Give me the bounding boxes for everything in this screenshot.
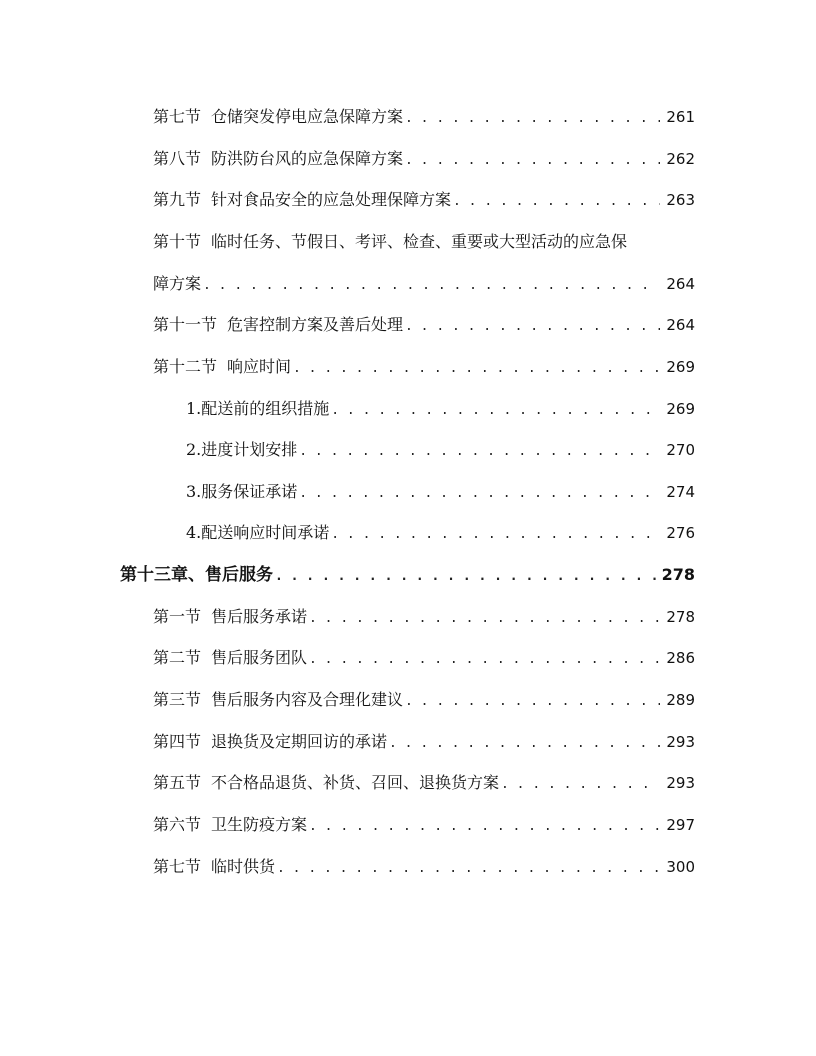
dot-leader — [203, 275, 660, 297]
toc-entry-ch13-section-4[interactable] — [153, 731, 695, 753]
dot-leader — [299, 483, 660, 505]
section-title: 售后服务承诺 — [211, 607, 308, 626]
subentry-title: 进度计划安排 — [201, 440, 298, 459]
page-number: 289 — [666, 691, 695, 709]
subentry-title: 服务保证承诺 — [201, 482, 298, 501]
dot-leader — [277, 858, 660, 880]
toc-subentry-2[interactable] — [186, 439, 695, 461]
section-title: 售后服务内容及合理化建议 — [211, 690, 404, 709]
section-number: 第九节 — [153, 190, 202, 209]
section-number: 第二节 — [153, 648, 202, 667]
section-title: 退换货及定期回访的承诺 — [211, 732, 388, 751]
dot-leader — [405, 691, 660, 713]
section-title: 危害控制方案及善后处理 — [227, 315, 404, 334]
page-number: 274 — [666, 483, 695, 501]
section-title: 售后服务团队 — [211, 648, 308, 667]
section-number: 第一节 — [153, 607, 202, 626]
page-number: 276 — [666, 524, 695, 542]
section-title: 卫生防疫方案 — [211, 815, 308, 834]
toc-subentry-4[interactable] — [186, 522, 695, 544]
dot-leader — [405, 316, 660, 338]
section-number: 第五节 — [153, 773, 202, 792]
section-title: 仓储突发停电应急保障方案 — [211, 107, 404, 126]
page-number: 297 — [666, 816, 695, 834]
section-number: 第三节 — [153, 690, 202, 709]
section-title: 临时任务、节假日、考评、检查、重要或大型活动的应急保 — [211, 232, 628, 251]
subentry-title: 配送前的组织措施 — [201, 399, 330, 418]
subentry-number: 1. — [186, 399, 202, 418]
page-number: 262 — [666, 150, 695, 168]
dot-leader — [501, 774, 660, 796]
toc-entry-section-11[interactable] — [153, 314, 695, 336]
section-number: 第八节 — [153, 149, 202, 168]
section-title: 针对食品安全的应急处理保障方案 — [211, 190, 452, 209]
toc-entry-ch13-section-5[interactable] — [153, 772, 695, 794]
dot-leader — [309, 608, 660, 630]
page-number: 264 — [666, 275, 695, 293]
section-title-continued: 障方案 — [153, 274, 202, 293]
dot-leader — [293, 358, 660, 380]
page-number: 278 — [661, 565, 695, 584]
page-number: 270 — [666, 441, 695, 459]
page-number: 278 — [666, 608, 695, 626]
subentry-number: 4. — [186, 523, 202, 542]
page-number: 293 — [666, 774, 695, 792]
page-number: 263 — [666, 191, 695, 209]
subentry-number: 3. — [186, 482, 202, 501]
section-number: 第七节 — [153, 857, 202, 876]
page-number: 264 — [666, 316, 695, 334]
section-title: 防洪防台风的应急保障方案 — [211, 149, 404, 168]
section-number: 第十一节 — [153, 315, 218, 334]
section-number: 第十二节 — [153, 357, 218, 376]
toc-entry-ch13-section-7[interactable] — [153, 856, 695, 878]
section-number: 第四节 — [153, 732, 202, 751]
section-title: 临时供货 — [211, 857, 276, 876]
section-number: 第十节 — [153, 232, 202, 251]
dot-leader — [389, 733, 660, 755]
page-number: 269 — [666, 400, 695, 418]
page-number: 261 — [666, 108, 695, 126]
toc-entry-section-7[interactable] — [153, 106, 695, 128]
dot-leader — [405, 150, 660, 172]
toc-entry-ch13-section-2[interactable] — [153, 647, 695, 669]
section-number: 第七节 — [153, 107, 202, 126]
section-number: 第六节 — [153, 815, 202, 834]
toc-entry-section-12[interactable] — [153, 356, 695, 378]
dot-leader — [331, 400, 660, 422]
page-number: 269 — [666, 358, 695, 376]
page-number: 286 — [666, 649, 695, 667]
section-title: 不合格品退货、补货、召回、退换货方案 — [211, 773, 500, 792]
toc-entry-chapter-13[interactable] — [120, 564, 695, 586]
dot-leader — [331, 524, 660, 546]
dot-leader — [405, 108, 660, 130]
subentry-number: 2. — [186, 440, 202, 459]
toc-entry-ch13-section-6[interactable] — [153, 814, 695, 836]
page-number: 300 — [666, 858, 695, 876]
dot-leader — [309, 816, 660, 838]
toc-entry-section-10-line1[interactable] — [153, 231, 627, 253]
toc-entry-section-8[interactable] — [153, 148, 695, 170]
toc-entry-section-9[interactable] — [153, 189, 695, 211]
chapter-title: 第十三章、售后服务 — [120, 565, 273, 585]
dot-leader — [309, 649, 660, 671]
dot-leader — [299, 441, 660, 463]
subentry-title: 配送响应时间承诺 — [201, 523, 330, 542]
toc-entry-ch13-section-3[interactable] — [153, 689, 695, 711]
section-title: 响应时间 — [227, 357, 292, 376]
toc-entry-section-10-line2[interactable] — [153, 273, 695, 295]
toc-subentry-3[interactable] — [186, 481, 695, 503]
toc-entry-ch13-section-1[interactable] — [153, 606, 695, 628]
dot-leader — [453, 191, 660, 213]
dot-leader — [275, 566, 656, 588]
toc-subentry-1[interactable] — [186, 398, 695, 420]
page-number: 293 — [666, 733, 695, 751]
